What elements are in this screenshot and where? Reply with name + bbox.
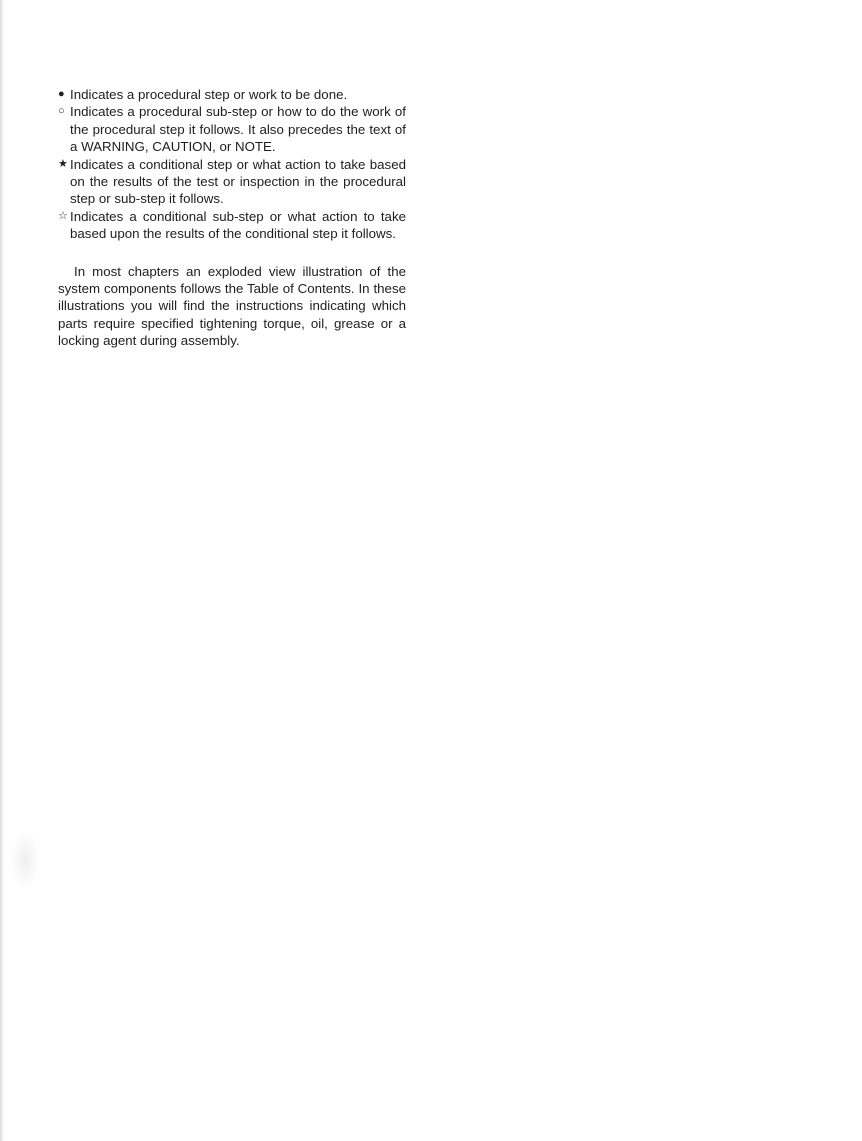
legend-item-procedural-step (58, 86, 406, 103)
page-edge (0, 0, 4, 1141)
legend-text: Indicates a procedural sub-step or how to do the work of the procedural step it follows. It also precedes the text of a WARNING, CAUTION, or NOTE. (70, 104, 406, 155)
hollow-star-icon: ☆ (58, 209, 68, 222)
legend-text: Indicates a procedural step or work to be done. (70, 87, 348, 102)
legend-item-sub-step (58, 103, 406, 155)
legend-item-conditional-step (58, 156, 406, 208)
symbol-legend (58, 86, 406, 243)
filled-star-icon: ★ (58, 157, 68, 170)
legend-text: Indicates a conditional step or what action to take based on the results of the test or inspection in the procedural step or sub-step it follows. (70, 156, 406, 207)
legend-text: Indicates a conditional sub-step or what action to take based upon the results of the conditional step it follows. (70, 208, 406, 242)
filled-dot-icon: ● (58, 88, 65, 100)
document-body (58, 86, 406, 350)
legend-item-conditional-sub-step (58, 208, 406, 243)
exploded-view-paragraph: In most chapters an exploded view illustration of the system components follows the Table of Contents. In these illustrations you will find the instructions indicating which parts require specified tightening torque, oil, grease or a locking agent during assembly. (58, 263, 406, 349)
page-speck (10, 830, 40, 890)
hollow-dot-icon: ○ (58, 105, 65, 118)
